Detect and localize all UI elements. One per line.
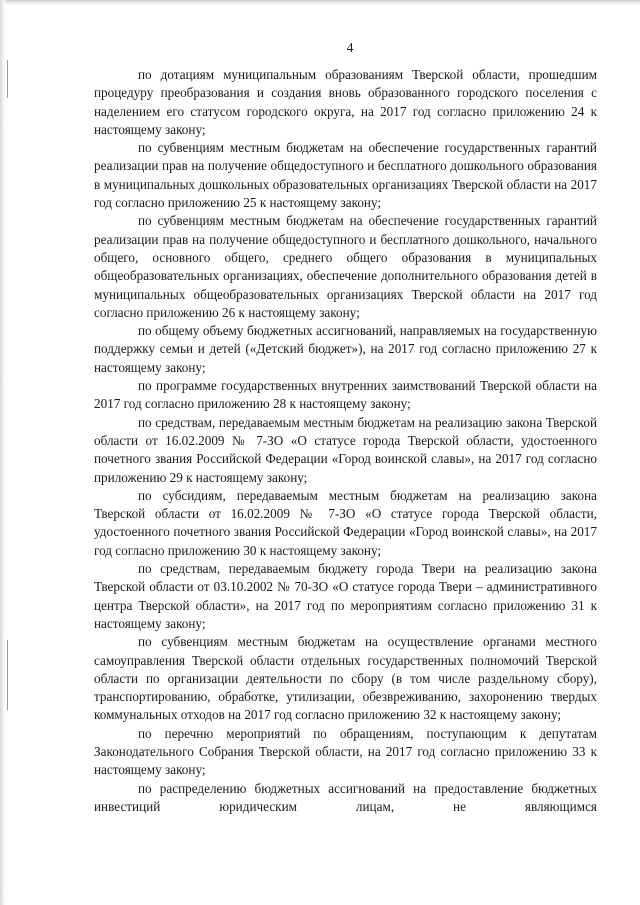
paragraph: по субвенциям местным бюджетам на обеспечение государственных гарантий реализации прав на получение общедоступного и бесплатного дошкольного, начального общего, основного общего, среднего общего образования в муниципальных общеобразовательных организациях, обеспечение дополнительного образования детей в муниципальных общеобразовательных организациях Тверской области на 2017 год согласно приложению 26 к настоящему закону; — [94, 213, 597, 320]
scan-left-edge — [0, 0, 5, 905]
scan-mark — [7, 640, 8, 710]
paragraph: по перечню мероприятий по обращениям, поступающим к депутатам Законодательного Собрания Тверской области, на 2017 год согласно приложению 33 к настоящему закону; — [94, 725, 597, 778]
paragraph: по субвенциям местным бюджетам на осуществление органами местного самоуправления Тверской области отдельных государственных полномочий Тверской области по организации деятельности по сбору (в том числе раздельному сбору), транспортированию, обработке, утилизации, обезвреживанию, захоронению твердых коммунальных отходов на 2017 год согласно приложению 32 к настоящему закону; — [94, 634, 597, 723]
paragraph: по общему объему бюджетных ассигнований, направляемых на государственную поддержку семьи и детей («Детский бюджет»), на 2017 год согласно приложению 27 к настоящему закону; — [94, 323, 597, 375]
paragraph: по субсидиям, передаваемым местным бюджетам на реализацию закона Тверской области от 16.02.2009 № 7-ЗО «О статусе города Тверской области, удостоенного почетного звания Российской Федерации «Город воинской славы», на 2017 год согласно приложению 30 к настоящему закону; — [94, 487, 597, 558]
paragraph: по программе государственных внутренних заимствований Тверской области на 2017 год согласно приложению 28 к настоящему закону; — [94, 378, 597, 412]
document-body — [94, 66, 597, 816]
paragraph: по субвенциям местным бюджетам на обеспечение государственных гарантий реализации прав на получение общедоступного и бесплатного дошкольного образования в муниципальных дошкольных образовательных организациях Тверской области на 2017 год согласно приложению 25 к настоящему закону; — [94, 140, 597, 211]
paragraph: по средствам, передаваемым местным бюджетам на реализацию закона Тверской области от 16.02.2009 № 7-ЗО «О статусе города Тверской области, удостоенного почетного звания Российской Федерации «Город воинской славы», на 2017 год согласно приложению 29 к настоящему закону; — [94, 414, 597, 485]
paragraph: по дотациям муниципальным образованиям Тверской области, прошедшим процедуру преобразования и создания вновь образованного городского поселения с наделением его статусом городского округа, на 2017 год согласно приложению 24 к настоящему закону; — [94, 67, 597, 137]
paragraph: по распределению бюджетных ассигнований на предоставление бюджетных инвестиций юридическим лицам, не являющимся — [94, 780, 597, 814]
scan-mark — [7, 60, 8, 98]
page-number: 4 — [346, 40, 354, 55]
paragraph: по средствам, передаваемым бюджету города Твери на реализацию закона Тверской области от 03.10.2002 № 70-ЗО «О статусе города Твери – административного центра Тверской области», на 2017 год по мероприятиям согласно приложению 31 к настоящему закону; — [94, 561, 597, 631]
scan-top-edge — [0, 0, 640, 6]
